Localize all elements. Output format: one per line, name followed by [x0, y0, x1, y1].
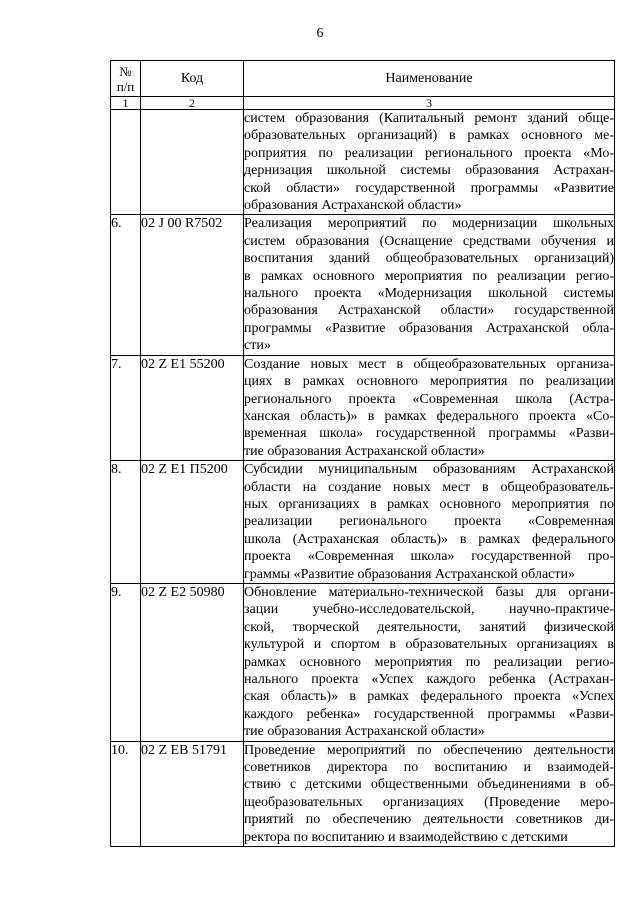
row-name-line: систем образования (Оснащение средствами обучения и [244, 233, 614, 249]
row-name-line: образования Астраханской области» [244, 198, 462, 214]
row-name-line: советников директора по воспитанию и взаимодей- [244, 760, 614, 776]
header-number [111, 61, 141, 97]
column-index-1: 1 [111, 97, 141, 110]
row-name-line: ской, творческой деятельности, занятий физической [244, 619, 614, 635]
row-name-line: области на создание новых мест в общеобразователь- [244, 479, 614, 495]
row-name-line: роприятия по реализации регионального проекта «Мо- [244, 145, 614, 161]
row-name-line: временная школа» государственной программы «Разви- [244, 426, 614, 442]
row-code: 02 Z E1 П5200 [141, 461, 244, 584]
row-name-line: нального проекта «Успех каждого ребенка (Астрахан- [244, 672, 614, 687]
row-code: 02 Z E2 50980 [141, 583, 244, 741]
row-name-line: щеобразовательных организациях (Проведение меро- [244, 794, 614, 810]
row-name-line: ствию с детскими общественными объединениями в об- [244, 777, 614, 793]
page-number: 6 [316, 26, 324, 41]
row-name-line: образования Астраханской области» государственной [244, 303, 614, 319]
header-number-symbol: № [119, 63, 132, 79]
row-name-line: ская область)» в рамках федерального проекта «Успех [244, 689, 614, 705]
table-row [111, 741, 615, 846]
row-name-line: Обновление материально-технической базы для органи- [244, 584, 614, 600]
table-row [111, 215, 615, 355]
row-name-line: каждого ребенка» государственной программы «Разви- [244, 706, 614, 722]
row-name-line: воспитания зданий общеобразовательных организаций) [244, 251, 614, 267]
header-number-abbrev: п/п [116, 78, 135, 94]
row-number: 7. [111, 355, 141, 460]
column-index-2: 2 [141, 97, 244, 110]
table-header-row [111, 61, 615, 97]
row-name-line: тие образования Астраханской области» [244, 443, 485, 459]
row-name-line: зации учебно-исследовательской, научно-практиче- [244, 602, 614, 618]
row-name-line: регионального проекта «Современная школа (Астра- [244, 391, 614, 407]
table-row [111, 355, 615, 460]
row-name-line: систем образования (Капитальный ремонт зданий обще- [244, 111, 614, 126]
row-number: 6. [111, 215, 141, 355]
row-name-line: Реализация мероприятий по модернизации школьных [244, 216, 614, 232]
row-name [244, 355, 615, 460]
row-name [244, 741, 615, 846]
row-name-line: программы «Развитие образования Астраханской обла- [244, 320, 614, 336]
row-name-line: циях в рамках основного мероприятия по реализации [244, 374, 614, 390]
row-name-line: культурой и спортом в образовательных организациях в [244, 637, 614, 653]
row-name-line: тие образования Астраханской области» [244, 724, 485, 740]
row-name-line: реализации регионального проекта «Современная [244, 514, 614, 530]
row-name [244, 583, 615, 741]
row-name-line: граммы «Развитие образования Астраханской области» [244, 566, 575, 582]
row-name-line: нального проекта «Модернизация школьной системы [244, 286, 614, 302]
row-name-line: Проведение мероприятий по обеспечению деятельности [244, 742, 614, 758]
row-number: 9. [111, 583, 141, 741]
row-name-line: в рамках основного мероприятия по реализации регио- [244, 268, 614, 284]
row-name-line: образовательных организаций) в рамках основного ме- [244, 128, 614, 144]
row-code: 02 J 00 R7502 [141, 215, 244, 355]
table-row [111, 583, 615, 741]
row-name [244, 215, 615, 355]
row-name-line: ных организациях в рамках основного мероприятия по [244, 496, 614, 512]
row-code: 02 Z E1 55200 [141, 355, 244, 460]
row-number [111, 110, 141, 215]
row-name-line: приятий по обеспечению деятельности советников ди- [244, 812, 614, 828]
row-name-line: школа (Астраханская область)» в рамках федерального [244, 531, 614, 547]
column-index-3: 3 [244, 97, 615, 110]
row-code [141, 110, 244, 215]
table-row [111, 461, 615, 584]
table-row [111, 110, 615, 215]
row-code: 02 Z EB 51791 [141, 741, 244, 846]
row-number: 10. [111, 741, 141, 846]
row-name [244, 110, 615, 215]
column-index-row [111, 97, 615, 110]
row-number: 8. [111, 461, 141, 584]
row-name-line: сти» [244, 338, 271, 354]
row-name-line: дернизация школьной системы образования Астрахан- [244, 163, 614, 179]
header-code: Код [141, 61, 244, 97]
row-name-line: Субсидии муниципальным образованиям Астраханской [244, 462, 614, 478]
row-name-line: ханская область)» в рамках федерального проекта «Со- [244, 408, 614, 424]
row-name [244, 461, 615, 584]
row-name-line: ректора по воспитанию и взаимодействию с детскими [244, 829, 568, 845]
row-name-line: рамках основного мероприятия по реализации регио- [244, 654, 614, 670]
row-name-line: ской области» государственной программы «Развитие [244, 180, 614, 196]
row-name-line: проекта «Современная школа» государственной про- [244, 549, 614, 565]
header-name: Наименование [244, 61, 615, 97]
row-name-line: Создание новых мест в общеобразовательных организа- [244, 356, 614, 372]
budget-classification-table [110, 60, 615, 847]
